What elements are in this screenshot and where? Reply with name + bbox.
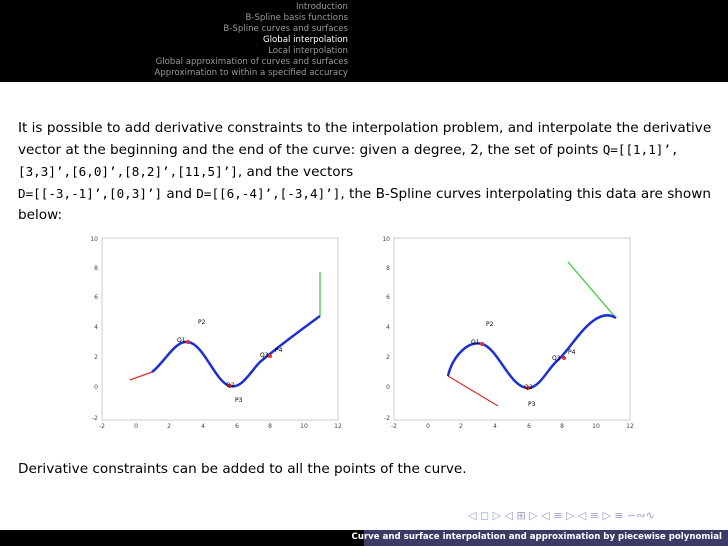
left-xtick-12: 12 xyxy=(334,423,342,430)
right-plot-frame xyxy=(394,238,630,420)
right-label-p4: P4 xyxy=(568,349,576,356)
right-ytick-2: 2 xyxy=(386,354,390,361)
left-label-q3: Q3 xyxy=(260,352,269,359)
code-vectors-d2: D=[[6,-4]’,[-3,4]’] xyxy=(196,186,341,201)
right-label-q1: Q1 xyxy=(471,339,480,346)
right-plot xyxy=(372,232,642,432)
left-xtick-10: 10 xyxy=(300,423,308,430)
nav-global-interpolation[interactable]: Global interpolation xyxy=(263,35,348,45)
left-label-p4: P4 xyxy=(275,347,283,354)
right-xtick-2: 2 xyxy=(459,423,463,430)
code-points-q: Q=[[1,1]’,[3,3]’,[6,0]’,[8,2]’,[11,5]’] xyxy=(18,142,679,179)
right-ytick-4: 4 xyxy=(386,324,390,331)
left-label-p2: P2 xyxy=(198,319,206,326)
derivative-constraints-note: Derivative constraints can be added to all the points of the curve. xyxy=(18,461,467,477)
right-label-p3: P3 xyxy=(528,401,536,408)
footer-presentation-title: Curve and surface interpolation and approximation by piecewise polynomial xyxy=(351,532,722,542)
nav-approximation-accuracy[interactable]: Approximation to within a specified accuracy xyxy=(154,68,348,78)
nav-bspline-basis-functions[interactable]: B-Spline basis functions xyxy=(245,13,348,23)
right-xtick-neg2: -2 xyxy=(391,423,397,430)
left-point-q1 xyxy=(186,340,190,344)
left-xtick-8: 8 xyxy=(268,423,272,430)
left-ytick-4: 4 xyxy=(94,324,98,331)
right-xtick-8: 8 xyxy=(560,423,564,430)
code-vectors-d1: D=[[-3,-1]’,[0,3]’] xyxy=(18,186,163,201)
nav-global-approximation[interactable]: Global approximation of curves and surfaces xyxy=(155,57,348,67)
left-xtick-0: 0 xyxy=(134,423,138,430)
right-xtick-0: 0 xyxy=(426,423,430,430)
section-navigation xyxy=(0,0,364,82)
left-ytick-2: 2 xyxy=(94,354,98,361)
left-point-q3 xyxy=(268,354,272,358)
left-label-q2: Q2 xyxy=(226,382,235,389)
left-ytick-10: 10 xyxy=(90,236,98,243)
body-text-2: , and the vectors xyxy=(237,164,354,180)
left-xtick-6: 6 xyxy=(235,423,239,430)
nav-introduction[interactable]: Introduction xyxy=(295,2,348,12)
right-xtick-12: 12 xyxy=(626,423,634,430)
right-ytick-6: 6 xyxy=(386,294,390,301)
header-bar xyxy=(0,0,728,82)
body-text-4: , the B-Spline curves interpolating this data are shown below: xyxy=(18,186,711,223)
body-text-1: It is possible to add derivative constraints to the interpolation problem, and interpolate the derivative vector at the beginning and the end of the curve: given a degree, 2, the set of points xyxy=(18,120,712,158)
left-xtick-neg2: -2 xyxy=(99,423,105,430)
body-text-3: and xyxy=(162,186,197,202)
slide-body-text xyxy=(18,118,718,226)
left-xtick-4: 4 xyxy=(201,423,205,430)
right-point-q3 xyxy=(562,356,566,360)
right-xtick-10: 10 xyxy=(592,423,600,430)
left-xtick-2: 2 xyxy=(167,423,171,430)
footer-left-panel xyxy=(0,530,364,546)
right-label-p2: P2 xyxy=(486,321,494,328)
left-ytick-8: 8 xyxy=(94,265,98,272)
left-ytick-0: 0 xyxy=(94,384,98,391)
right-label-q3: Q3 xyxy=(552,355,561,362)
right-ytick-10: 10 xyxy=(382,236,390,243)
left-ytick-6: 6 xyxy=(94,294,98,301)
nav-bspline-curves-surfaces[interactable]: B-Spline curves and surfaces xyxy=(223,24,348,34)
left-label-q1: Q1 xyxy=(177,337,186,344)
left-label-p3: P3 xyxy=(235,397,243,404)
nav-local-interpolation[interactable]: Local interpolation xyxy=(268,46,348,56)
right-ytick-8: 8 xyxy=(386,265,390,272)
left-ytick-neg2: -2 xyxy=(92,415,98,422)
right-label-q2: Q2 xyxy=(524,384,533,391)
right-ytick-0: 0 xyxy=(386,384,390,391)
right-xtick-4: 4 xyxy=(493,423,497,430)
right-xtick-6: 6 xyxy=(527,423,531,430)
right-ytick-neg2: -2 xyxy=(384,415,390,422)
right-point-q1 xyxy=(480,342,484,346)
footer-right-panel xyxy=(351,530,728,546)
left-plot xyxy=(80,232,350,432)
beamer-navigation-icons[interactable]: ◁ ◻ ▷ ◁ ⊞ ▷ ◁ ≡ ▷ ◁ ≡ ▷ ≡ ∽∾∿ xyxy=(468,509,655,522)
footer-bar xyxy=(0,530,728,546)
